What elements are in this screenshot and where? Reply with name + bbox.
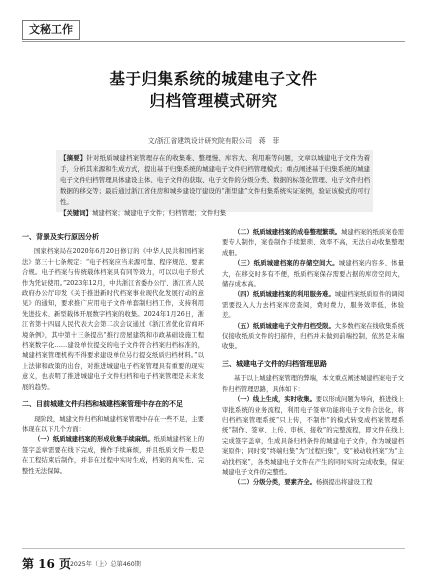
header-divider: [22, 41, 405, 42]
page-number: 第 16 页: [22, 557, 72, 571]
subheading-6: （一）线上生成，实时收集。: [234, 396, 316, 404]
abstract-text: 针对纸质城建档案管理存在的收集难、整理慢、库容大、利用难等问题，文章以城建电子文件为着手，分析其来源和生成方式，提出基于归集系统的城建电子文件归档管理模式；重点阐述基于归集系统的城建电子文件归档管理具体建设主体、电子文件的获取、电子文件的分级分类、数据的标签化管理、电子文件归档数据的移交等；最后通过浙江省住房和城乡建设厅建设的“浙里建”文件归集系统实证案例，验证该模式的可行性。: [60, 154, 371, 206]
paragraph-approach-intro: 基于以上城建档案管理的弊端，本文重点阐述城建档案电子文件归档管理思路，具体如下：: [222, 375, 405, 393]
issue-info: 2025年（上）总第460期: [70, 561, 141, 568]
paragraph-subsection-4: 城建档案纸质原件的调阅需要投入人力去档案库房查阅，费时费力，服务效率低，体验差。: [222, 291, 405, 320]
footer-divider: [22, 548, 405, 549]
subheading-3: （三）纸质城建档案的存储空间大。: [234, 260, 339, 268]
subheading-4: （四）纸质城建档案的利用服务难。: [234, 291, 335, 299]
section-heading-3: 三、城建电子文件的归档管理思路: [222, 358, 327, 368]
subheading-2: （二）纸质城建档案的成卷整理繁琐。: [234, 229, 342, 236]
keywords-label: 【关键词】: [60, 209, 92, 217]
paragraph-subsection-7: 杨损提出将建设工程: [315, 479, 373, 487]
paragraph-shortcomings-intro: 现阶段，城建文件归档和城建档案管理中存在一些不足，主要体现在以下几个方面：: [22, 415, 205, 433]
paragraph-subsection-3: 城建档案内容多、体量大，在移交时多有不便，纸质档案保存需要占据的库房空间大，储存成本高。: [222, 260, 405, 289]
abstract-label: 【摘要】: [60, 154, 87, 162]
subheading-5: （五）纸质城建电子文件归档受限。: [234, 322, 335, 330]
left-column: [22, 228, 204, 477]
paragraph-subsection-6: 要以形成问题为导向，推进线上审批系统的业务流程，利用电子签章功能将电子文件合法化，将归档档案管理系统“只上传，不制作”的模式转变成档案管理系统“制作、签章、上传、审核、接收”的完整流程，即文件在线上完成签字盖章，生成具备归档条件的城建电子文件，作为城建档案原件；同时变“终端归集”为“过程归集”，变“被动收档案”为“主动找档案”，各类城建电子文件在产生的同时实时完成收集，保证城建电子文件的完整性。: [222, 396, 405, 476]
right-column: [222, 228, 404, 489]
article-title-line-2: 归档管理模式研究: [149, 91, 278, 110]
subheading-1: （一）纸质城建档案的形成收集手续麻烦。: [34, 436, 154, 444]
subheading-7: （二）分级分类，要素齐全。: [234, 479, 316, 487]
paragraph-subsection-5: 大多数档案在线收集系统仅接收纸质文件的扫描件，归档并未做到前端控制，依然是末端收集。: [222, 322, 405, 351]
section-heading-1: 一、背景及实行原因分析: [22, 232, 99, 241]
section-tag: 文秘工作: [22, 20, 80, 40]
keywords-text: 城建档案；城建电子文件；归档管理；文件归集: [91, 209, 227, 217]
paragraph-background: 国家档案局在2020年6月20日修订的《中华人民共和国档案法》第三十七条规定：“电子档案应当来源可靠、程序规范、要素合规。电子档案与传统载体档案具有同等效力，可以以电子形式作为凭证使用。”2023年12月，中共浙江省委办公厅、浙江省人民政府办公厅印发《关于推进新时代档案事业现代化发展行动的意见》的通知，要求推广应用电子文件单套制归档工作，支持利用先进技术、新型载体开展数字档案的收集。2024年1月26日，浙江省第十四届人民代表大会第二次会议通过《浙江省优化营商环境条例》，其中第十三条提出“推行房屋建筑和市政基础设施工程档案数字化……建设单位提交的电子文件符合档案归档标准的，城建档案管理机构不得要求建设单位另行提交纸质归档材料。”以上法律和政策的出台，对推进城建电子档案管理具有重要的现实意义，也表明了推进城建电子文件归档和电子档案管理是未来发展的趋势。: [22, 248, 204, 391]
paragraph-subsection-2: 城建档案的纸质案卷需要专人制作，案卷制作手续繁琐、效率不高，无法自动收集整理成册。: [222, 229, 405, 257]
abstract-block: [60, 153, 370, 219]
article-title-line-1: 基于归集系统的城建电子文件: [109, 69, 318, 88]
section-heading-2: 二、目前城建文件归档和城建档案管理中存在的不足: [22, 399, 183, 409]
author-line: 文/浙江省建筑设计研究院有限公司 蒋 菲: [147, 137, 280, 145]
paragraph-subsection-1: 纸质城建档案上的签字盖章需要在线下完成，操作手续麻烦，并且纸质文件一般是在工程结束后制作，并非在过程中实时生成，档案的真实性、完整性无法保障。: [22, 436, 205, 475]
